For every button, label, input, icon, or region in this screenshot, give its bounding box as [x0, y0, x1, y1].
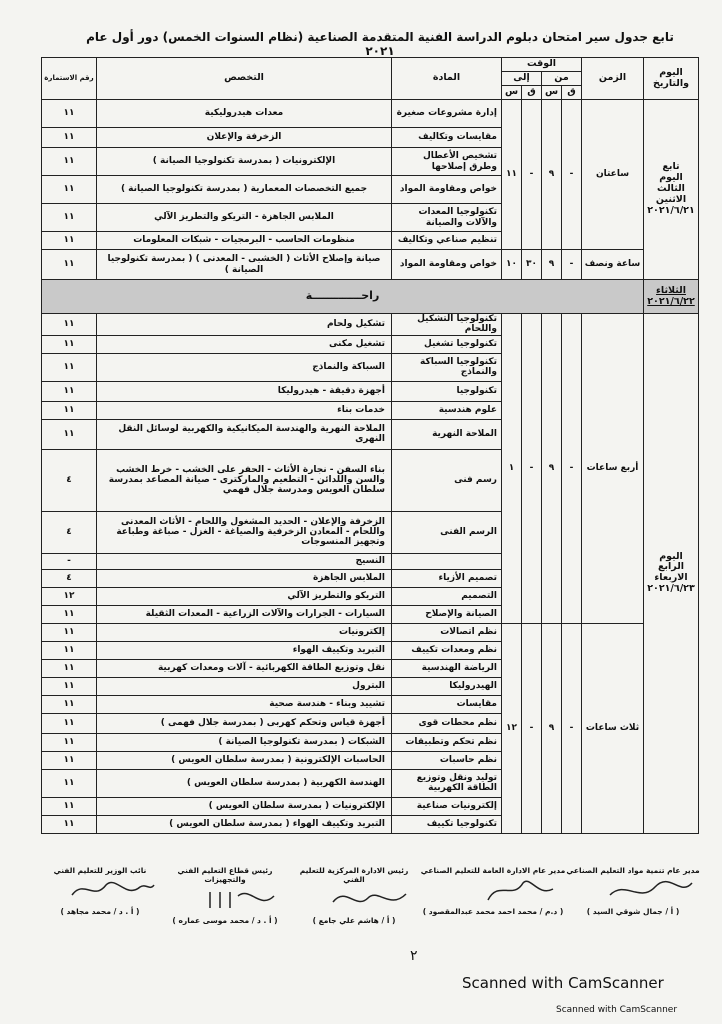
time-from-q: - [562, 314, 582, 624]
form-number-cell: ١١ [42, 641, 97, 659]
signature-block: مدير عام تنمية مواد التعليم الصناعي ( أ / جمال شوقي السيد ) [566, 866, 700, 916]
specialization-cell: الملابس الجاهزة [97, 569, 392, 587]
time-to-s: ١٠ [502, 250, 522, 280]
specialization-cell: الملاحة النهرية والهندسة الميكانيكية والكهربية لوسائل النقل النهرى [97, 419, 392, 449]
specialization-cell: الزخرفة والإعلان [97, 128, 392, 148]
form-number-cell: ١١ [42, 250, 97, 280]
subject-cell [392, 553, 502, 569]
duration-cell: أربع ساعات [582, 314, 644, 624]
header-duration: الزمن [582, 58, 644, 100]
specialization-cell: منظومات الحاسب - البرمجيات - شبكات المعلومات [97, 232, 392, 250]
subject-cell: خواص ومقاومة المواد [392, 250, 502, 280]
form-number-cell: ١٢ [42, 587, 97, 605]
specialization-cell: الإلكترونيات ( بمدرسة تكنولوجيا الصيانة ) [97, 148, 392, 176]
time-to-s: ١٢ [502, 623, 522, 833]
signature-scribble-icon [60, 875, 160, 905]
subject-cell: خواص ومقاومة المواد [392, 176, 502, 204]
page-title: تابع جدول سير امتحان دبلوم الدراسة الفنية المتقدمة الصناعية (نظام السنوات الخمس) دور أول عام ٢٠٢١ [86, 30, 674, 58]
form-number-cell: ١١ [42, 677, 97, 695]
specialization-cell: تشكيل ولحام [97, 314, 392, 336]
camscanner-watermark: Scanned with CamScanner [462, 974, 664, 992]
form-number-cell: ١١ [42, 204, 97, 232]
subject-cell: تكنولوجيا السباكة والنماذج [392, 353, 502, 381]
form-number-cell: ١١ [42, 314, 97, 336]
subject-cell: نظم محطات قوى [392, 713, 502, 733]
subject-cell: تشخيص الأعطال وطرق إصلاحها [392, 148, 502, 176]
specialization-cell: الهندسة الكهربية ( بمدرسة سلطان العويس ) [97, 769, 392, 797]
subject-cell: الملاحة النهرية [392, 419, 502, 449]
subject-cell: علوم هندسية [392, 401, 502, 419]
specialization-cell: صيانة وإصلاح الأثاث ( الخشبى - المعدنى ) ( بمدرسة تكنولوجيا الصيانة ) [97, 250, 392, 280]
signature-block: رئيس قطاع التعليم الفني والتجهيزات ( أ . د / محمد موسى عماره ) [160, 866, 290, 925]
subject-cell: نظم تحكم وتطبيقات [392, 733, 502, 751]
form-number-cell: ١١ [42, 769, 97, 797]
form-number-cell: ١١ [42, 381, 97, 401]
header-subject: المادة [392, 58, 502, 100]
header-specialization: التخصص [97, 58, 392, 100]
specialization-cell: النسيج [97, 553, 392, 569]
signature-block: رئيس الادارة المركزية للتعليم الفني ( أ / هاشم علي جامع ) [290, 866, 418, 925]
signature-scribble-icon [600, 875, 700, 905]
form-number-cell: ١١ [42, 128, 97, 148]
form-number-cell: - [42, 553, 97, 569]
form-number-cell: ١١ [42, 733, 97, 751]
specialization-cell: بناء السفن - نجارة الأثاث - الحفر على الخشب - خرط الخشب والسن واللدائن - التطعيم والماركترى - صيانة المصاعد بمدرسة سلطان العويس ومدرسة جلال فهمي [97, 449, 392, 511]
specialization-cell: الزخرفة والإعلان - الحديد المشغول واللحام - الأثاث المعدنى واللحام - المعادن الزخرفية والصياغة - الغزل - صباغة وطباعة وتجهيز المنسوجات [97, 511, 392, 553]
header-to-q: ق [522, 86, 542, 100]
header-to: إلى [502, 72, 542, 86]
time-from-s: ٩ [542, 623, 562, 833]
time-from-s: ٩ [542, 314, 562, 624]
specialization-cell: الإلكترونيات ( بمدرسة سلطان العويس ) [97, 797, 392, 815]
day-cell: اليوم الرابع الاربعاء ٢٠٢١/٦/٢٣ [644, 314, 699, 834]
time-to-q: - [522, 623, 542, 833]
header-form-number: رقم الاستمارة [42, 58, 97, 100]
specialization-cell: خدمات بناء [97, 401, 392, 419]
specialization-cell: إلكترونيات [97, 623, 392, 641]
subject-cell: نظم ومعدات تكييف [392, 641, 502, 659]
subject-cell: توليد ونقل وتوزيع الطاقة الكهربية [392, 769, 502, 797]
form-number-cell: ٤ [42, 511, 97, 553]
form-number-cell: ١١ [42, 605, 97, 623]
form-number-cell: ١١ [42, 100, 97, 128]
specialization-cell: السباكة والنماذج [97, 353, 392, 381]
form-number-cell: ١١ [42, 232, 97, 250]
form-number-cell: ١١ [42, 659, 97, 677]
form-number-cell: ١١ [42, 148, 97, 176]
time-to-q: - [522, 314, 542, 624]
form-number-cell: ١١ [42, 751, 97, 769]
table-row [42, 623, 699, 641]
time-from-q: - [562, 100, 582, 250]
subject-cell: الهيدروليكا [392, 677, 502, 695]
form-number-cell: ٤ [42, 449, 97, 511]
rest-row [42, 280, 699, 314]
specialization-cell: معدات هيدروليكية [97, 100, 392, 128]
specialization-cell: تشغيل مكنى [97, 335, 392, 353]
subject-cell: رسم فنى [392, 449, 502, 511]
specialization-cell: نقل وتوزيع الطاقة الكهربائية - آلات ومعدات كهربية [97, 659, 392, 677]
specialization-cell: أجهزة قياس وتحكم كهربى ( بمدرسة جلال فهمى ) [97, 713, 392, 733]
subject-cell: مقايسات وتكاليف [392, 128, 502, 148]
subject-cell: تكنولوجيا تكييف [392, 815, 502, 833]
duration-cell: ثلاث ساعات [582, 623, 644, 833]
subject-cell: تنظيم صناعي وتكاليف [392, 232, 502, 250]
camscanner-footer: Scanned with CamScanner [556, 1005, 678, 1015]
subject-cell: تكنولوجيا التشكيل واللحام [392, 314, 502, 336]
signature-scribble-icon [318, 884, 418, 914]
signature-block: نائب الوزير للتعليم الفني ( أ . د / محمد مجاهد ) [40, 866, 160, 916]
header-from-q: ق [562, 86, 582, 100]
form-number-cell: ١١ [42, 713, 97, 733]
subject-cell: تكنولوجيا [392, 381, 502, 401]
form-number-cell: ١١ [42, 335, 97, 353]
subject-cell: الرسم الفنى [392, 511, 502, 553]
time-to-q: - [522, 100, 542, 250]
form-number-cell: ١١ [42, 176, 97, 204]
specialization-cell: الشبكات ( بمدرسة تكنولوجيا الصيانة ) [97, 733, 392, 751]
day-cell: الثلاثاء ٢٠٢١/٦/٢٢ [644, 280, 699, 314]
specialization-cell: السيارات - الجرارات والآلات الزراعية - المعدات الثقيلة [97, 605, 392, 623]
duration-cell: ساعة ونصف [582, 250, 644, 280]
time-from-q: - [562, 623, 582, 833]
time-from-q: - [562, 250, 582, 280]
form-number-cell: ١١ [42, 695, 97, 713]
header-time: الوقت [502, 58, 582, 72]
specialization-cell: التبريد وتكييف الهواء ( بمدرسة سلطان العويس ) [97, 815, 392, 833]
form-number-cell: ١١ [42, 353, 97, 381]
subject-cell: مقايسات [392, 695, 502, 713]
day-cell: تابع اليوم الثالث الاثنين ٢٠٢١/٦/٢١ [644, 100, 699, 280]
specialization-cell: جميع التخصصات المعمارية ( بمدرسة تكنولوجيا الصيانة ) [97, 176, 392, 204]
table-row [42, 314, 699, 336]
subject-cell: التصميم [392, 587, 502, 605]
subject-cell: إلكترونيات صناعية [392, 797, 502, 815]
subject-cell: الرياضة الهندسية [392, 659, 502, 677]
header-from-s: س [542, 86, 562, 100]
subject-cell: نظم حاسبات [392, 751, 502, 769]
page-number: ٢ [410, 948, 418, 964]
exam-schedule-table [41, 57, 699, 834]
subject-cell: إدارة مشروعات صغيرة [392, 100, 502, 128]
subject-cell: نظم اتصالات [392, 623, 502, 641]
form-number-cell: ١١ [42, 401, 97, 419]
signature-scribble-icon [468, 875, 568, 905]
time-to-s: ١ [502, 314, 522, 624]
subject-cell: تصميم الأزياء [392, 569, 502, 587]
form-number-cell: ٤ [42, 569, 97, 587]
form-number-cell: ١١ [42, 815, 97, 833]
header-day-date: اليوم والتاريخ [644, 58, 699, 100]
time-to-s: ١١ [502, 100, 522, 250]
form-number-cell: ١١ [42, 797, 97, 815]
table-row [42, 250, 699, 280]
subject-cell: تكنولوجيا تشغيل [392, 335, 502, 353]
subject-cell: تكنولوجيا المعدات والآلات والصيانة [392, 204, 502, 232]
time-from-s: ٩ [542, 100, 562, 250]
specialization-cell: الحاسبات الإلكترونية ( بمدرسة سلطان العويس ) [97, 751, 392, 769]
signature-block: مدير عام الادارة العامة للتعليم الصناعي ( د.م / محمد احمد محمد عبدالمقصود ) [418, 866, 568, 916]
specialization-cell: تشييد وبناء - هندسة صحية [97, 695, 392, 713]
signature-scribble-icon [190, 884, 290, 914]
duration-cell: ساعتان [582, 100, 644, 250]
table-row [42, 100, 699, 128]
form-number-cell: ١١ [42, 623, 97, 641]
header-to-s: س [502, 86, 522, 100]
form-number-cell: ١١ [42, 419, 97, 449]
specialization-cell: البترول [97, 677, 392, 695]
time-to-q: ٣٠ [522, 250, 542, 280]
specialization-cell: الملابس الجاهزة - التريكو والتطريز الآلي [97, 204, 392, 232]
time-from-s: ٩ [542, 250, 562, 280]
specialization-cell: التريكو والتطريز الآلي [97, 587, 392, 605]
header-from: من [542, 72, 582, 86]
rest-label: راحـــــــــــــة [42, 280, 644, 314]
specialization-cell: أجهزة دقيقة - هيدروليكا [97, 381, 392, 401]
specialization-cell: التبريد وتكييف الهواء [97, 641, 392, 659]
subject-cell: الصيانة والإصلاح [392, 605, 502, 623]
